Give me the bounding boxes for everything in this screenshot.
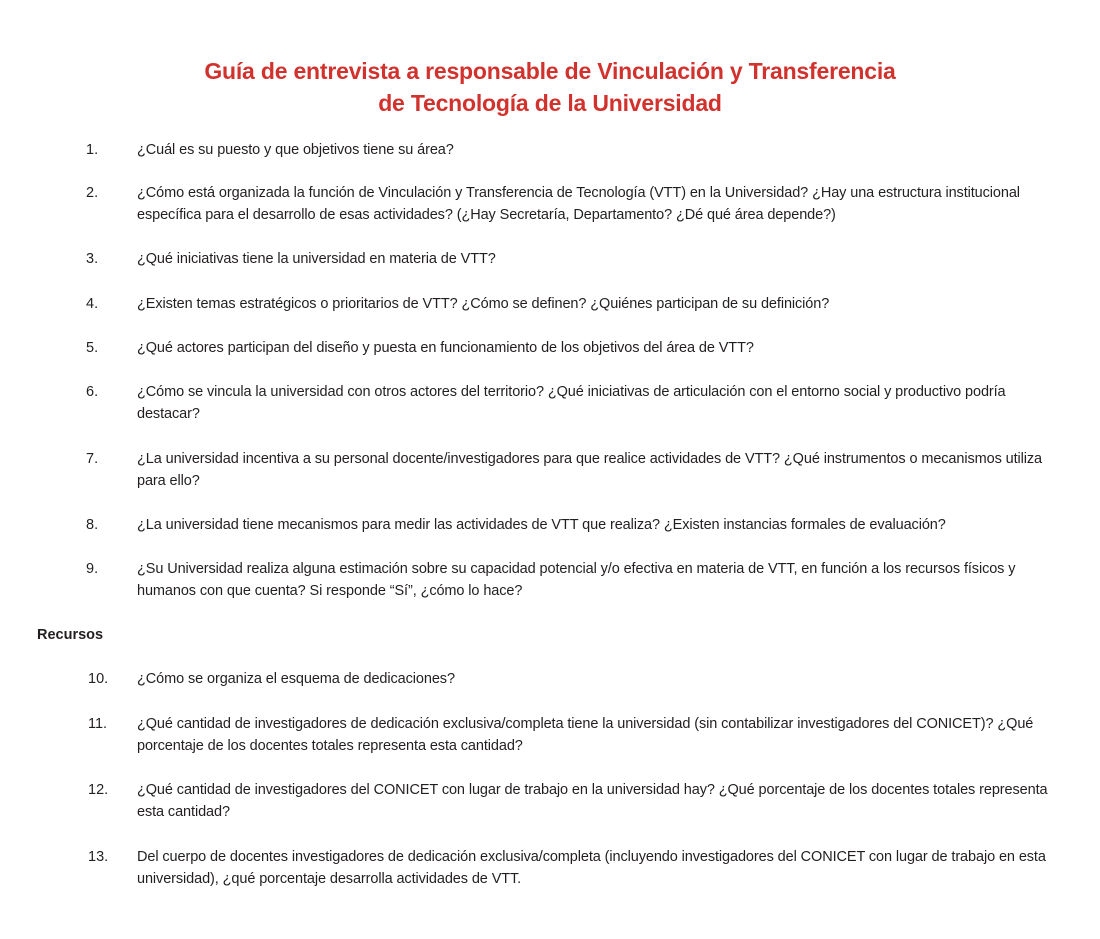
question-text: ¿Cómo está organizada la función de Vinculación y Transferencia de Tecnología (VTT) en la Universidad? ¿Hay una estructura institucional específica para el desarrollo de esas actividades? (¿Hay Secretaría, Departamento? ¿Dé qué área depende?) bbox=[137, 185, 1020, 223]
question-number: 7. bbox=[86, 451, 99, 467]
question-number: 9. bbox=[86, 561, 99, 577]
question-number: 2. bbox=[86, 185, 99, 201]
question-number: 10. bbox=[88, 671, 109, 687]
question-text: Del cuerpo de docentes investigadores de dedicación exclusiva/completa (incluyendo investigadores del CONICET con lugar de trabajo en esta universidad), ¿qué porcentaje desarrolla actividades de VTT. bbox=[137, 849, 1046, 887]
document-title-line-1: Guía de entrevista a responsable de Vinculación y Transferencia bbox=[204, 58, 896, 84]
question-text: ¿Qué actores participan del diseño y puesta en funcionamiento de los objetivos del área de VTT? bbox=[137, 340, 754, 356]
question-text: ¿Cómo se organiza el esquema de dedicaciones? bbox=[137, 671, 455, 687]
question-number: 5. bbox=[86, 340, 99, 356]
question-number: 3. bbox=[86, 251, 99, 267]
question-text: ¿Qué cantidad de investigadores del CONICET con lugar de trabajo en la universidad hay? ¿Qué porcentaje de los docentes totales representa esta cantidad? bbox=[137, 782, 1048, 820]
question-number: 8. bbox=[86, 517, 99, 533]
question-text: ¿Existen temas estratégicos o prioritarios de VTT? ¿Cómo se definen? ¿Quiénes participan de su definición? bbox=[137, 296, 830, 312]
question-number: 6. bbox=[86, 384, 99, 400]
section-heading-recursos: Recursos bbox=[37, 627, 104, 643]
question-text: ¿Cómo se vincula la universidad con otros actores del territorio? ¿Qué iniciativas de articulación con el entorno social y productivo podría destacar? bbox=[137, 384, 1006, 422]
question-text: ¿La universidad incentiva a su personal docente/investigadores para que realice actividades de VTT? ¿Qué instrumentos o mecanismos utiliza para ello? bbox=[137, 451, 1043, 489]
question-number: 11. bbox=[88, 716, 108, 732]
question-text: ¿Cuál es su puesto y que objetivos tiene su área? bbox=[137, 142, 454, 158]
question-text: ¿La universidad tiene mecanismos para medir las actividades de VTT que realiza? ¿Existen instancias formales de evaluación? bbox=[137, 517, 946, 533]
document-title-line-2: de Tecnología de la Universidad bbox=[378, 90, 722, 116]
question-number: 12. bbox=[88, 782, 109, 798]
question-number: 1. bbox=[86, 142, 99, 158]
question-number: 4. bbox=[86, 296, 99, 312]
question-text: ¿Su Universidad realiza alguna estimación sobre su capacidad potencial y/o efectiva en materia de VTT, en función a los recursos físicos y humanos con que cuenta? Si responde “Sí”, ¿cómo lo hace? bbox=[137, 561, 1016, 599]
question-text: ¿Qué iniciativas tiene la universidad en materia de VTT? bbox=[137, 251, 496, 267]
question-number: 13. bbox=[88, 849, 109, 865]
question-text: ¿Qué cantidad de investigadores de dedicación exclusiva/completa tiene la universidad (sin contabilizar investigadores del CONICET)? ¿Qué porcentaje de los docentes totales representa esta cantidad? bbox=[137, 716, 1034, 754]
